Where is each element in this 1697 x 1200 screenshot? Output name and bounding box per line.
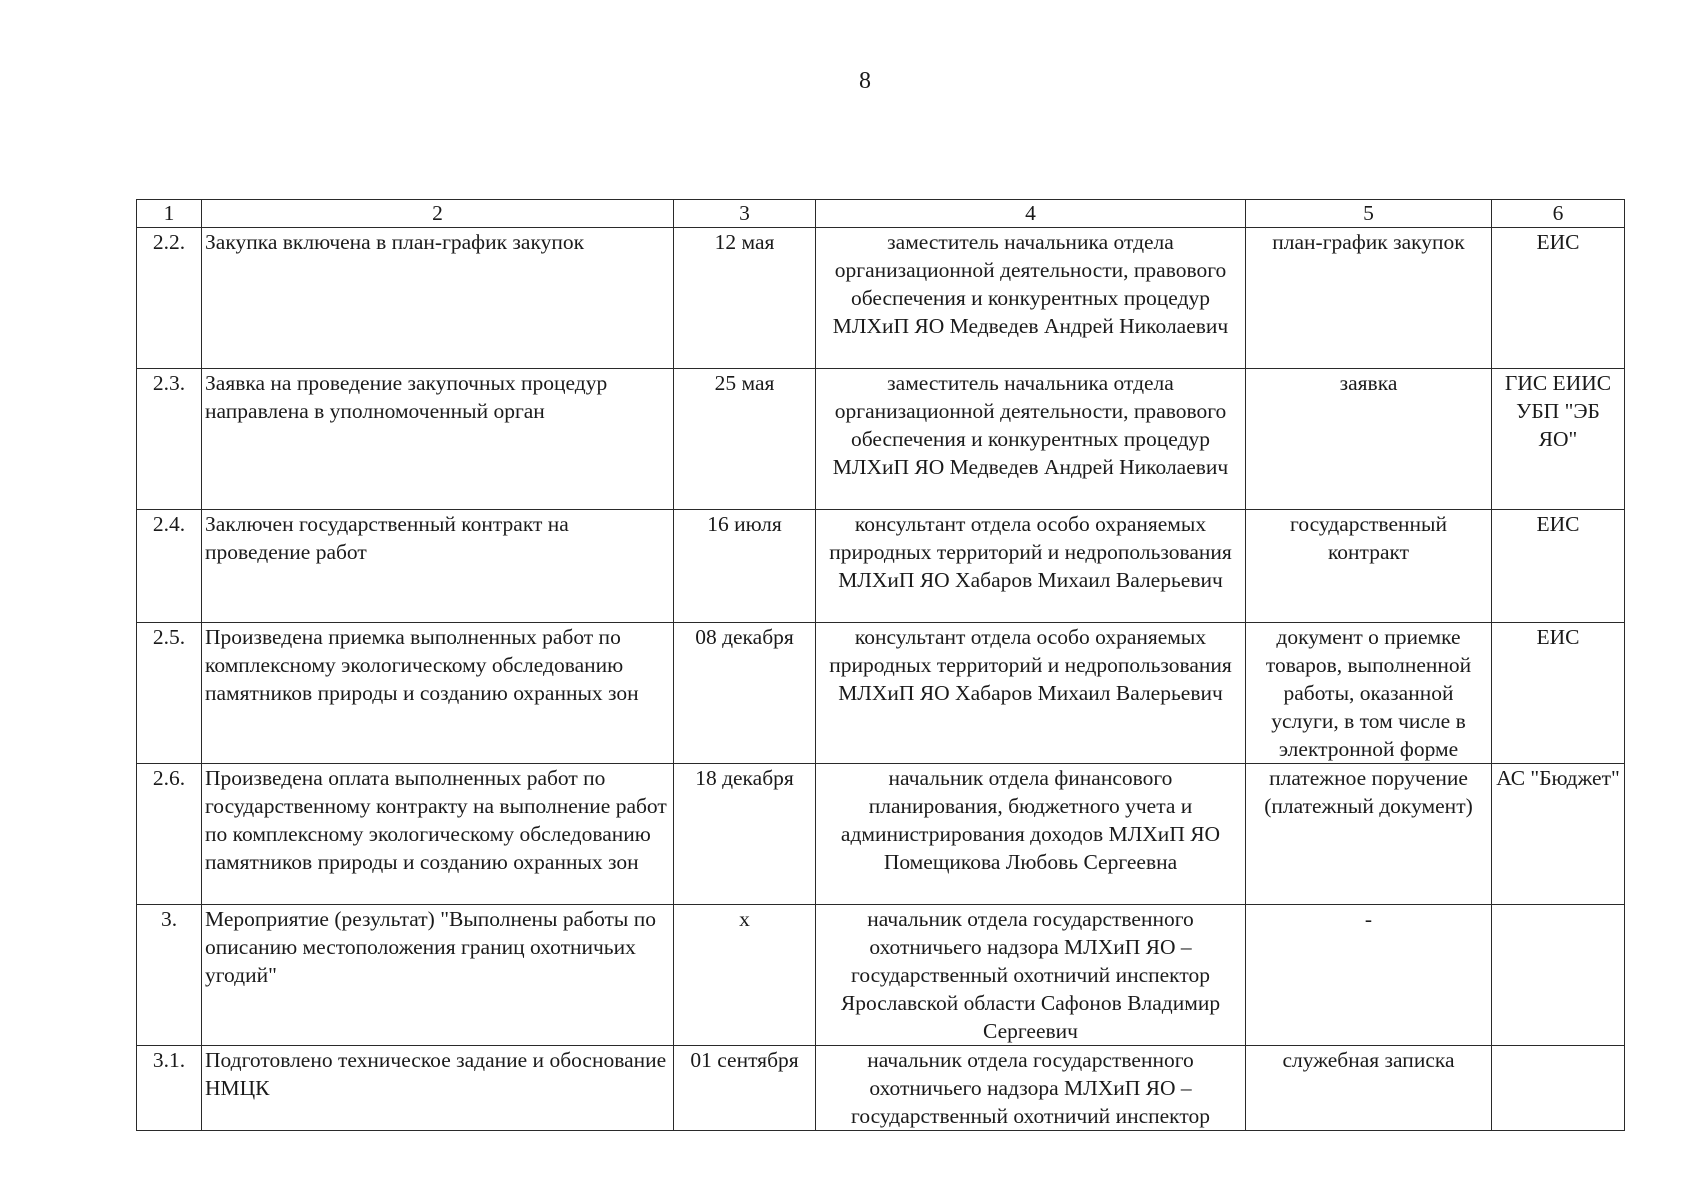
event-name: Заявка на проведение закупочных процедур направлена в уполномоченный орган (202, 369, 674, 510)
due-date: 25 мая (674, 369, 816, 510)
confirming-document: платежное поручение (платежный документ) (1246, 764, 1492, 905)
event-name: Мероприятие (результат) "Выполнены работы по описанию местоположения границ охотничьих угодий" (202, 905, 674, 1046)
due-date: 18 декабря (674, 764, 816, 905)
information-system: ЕИС (1492, 623, 1625, 764)
table-header-row (137, 200, 1625, 228)
table-row (137, 510, 1625, 623)
column-header-4: 4 (816, 200, 1246, 228)
column-header-6: 6 (1492, 200, 1625, 228)
information-system: ГИС ЕИИС УБП "ЭБ ЯО" (1492, 369, 1625, 510)
confirming-document: документ о приемке товаров, выполненной работы, оказанной услуги, в том числе в электронной форме (1246, 623, 1492, 764)
table-row (137, 623, 1625, 764)
information-system: ЕИС (1492, 510, 1625, 623)
due-date: 16 июля (674, 510, 816, 623)
confirming-document: служебная записка (1246, 1046, 1492, 1131)
information-system (1492, 1046, 1625, 1131)
information-system (1492, 905, 1625, 1046)
event-name: Произведена оплата выполненных работ по государственному контракту на выполнение работ по комплексному экологическому обследованию памятников природы и созданию охранных зон (202, 764, 674, 905)
column-header-2: 2 (202, 200, 674, 228)
row-number: 2.5. (137, 623, 202, 764)
confirming-document: государственный контракт (1246, 510, 1492, 623)
table-row (137, 764, 1625, 905)
column-header-1: 1 (137, 200, 202, 228)
responsible-person: консультант отдела особо охраняемых природных территорий и недропользования МЛХиП ЯО Хабаров Михаил Валерьевич (816, 623, 1246, 764)
row-number: 2.4. (137, 510, 202, 623)
responsible-person: начальник отдела государственного охотничьего надзора МЛХиП ЯО – государственный охотничий инспектор (816, 1046, 1246, 1131)
row-number: 2.3. (137, 369, 202, 510)
due-date: 12 мая (674, 228, 816, 369)
confirming-document: план-график закупок (1246, 228, 1492, 369)
due-date: 08 декабря (674, 623, 816, 764)
responsible-person: начальник отдела финансового планирования, бюджетного учета и администрирования доходов МЛХиП ЯО Помещикова Любовь Сергеевна (816, 764, 1246, 905)
row-number: 3.1. (137, 1046, 202, 1131)
information-system: ЕИС (1492, 228, 1625, 369)
table-row (137, 228, 1625, 369)
row-number: 2.2. (137, 228, 202, 369)
responsible-person: консультант отдела особо охраняемых природных территорий и недропользования МЛХиП ЯО Хабаров Михаил Валерьевич (816, 510, 1246, 623)
row-number: 3. (137, 905, 202, 1046)
column-header-3: 3 (674, 200, 816, 228)
plan-table (136, 199, 1625, 1131)
event-name: Подготовлено техническое задание и обоснование НМЦК (202, 1046, 674, 1131)
event-name: Произведена приемка выполненных работ по комплексному экологическому обследованию памятников природы и созданию охранных зон (202, 623, 674, 764)
event-name: Заключен государственный контракт на проведение работ (202, 510, 674, 623)
table-row (137, 1046, 1625, 1131)
page-number: 8 (859, 68, 871, 94)
confirming-document: - (1246, 905, 1492, 1046)
confirming-document: заявка (1246, 369, 1492, 510)
responsible-person: заместитель начальника отдела организационной деятельности, правового обеспечения и конкурентных процедур МЛХиП ЯО Медведев Андрей Николаевич (816, 369, 1246, 510)
due-date: х (674, 905, 816, 1046)
event-name: Закупка включена в план-график закупок (202, 228, 674, 369)
information-system: АС "Бюджет" (1492, 764, 1625, 905)
responsible-person: начальник отдела государственного охотничьего надзора МЛХиП ЯО – государственный охотничий инспектор Ярославской области Сафонов Владимир Сергеевич (816, 905, 1246, 1046)
table-row (137, 369, 1625, 510)
responsible-person: заместитель начальника отдела организационной деятельности, правового обеспечения и конкурентных процедур МЛХиП ЯО Медведев Андрей Николаевич (816, 228, 1246, 369)
due-date: 01 сентября (674, 1046, 816, 1131)
table-row (137, 905, 1625, 1046)
column-header-5: 5 (1246, 200, 1492, 228)
row-number: 2.6. (137, 764, 202, 905)
